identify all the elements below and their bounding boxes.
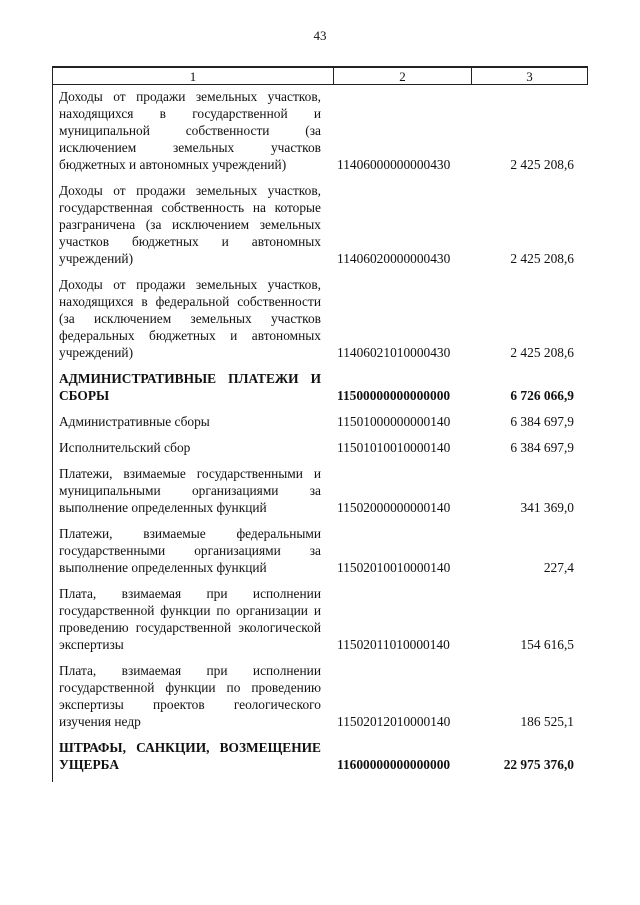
table-row — [53, 439, 588, 465]
row-name: Плата, взимаемая при исполнении государственной функции по проведению экспертизы проектов геологического изучения недр — [59, 663, 321, 729]
row-amount: 6 384 697,9 — [510, 440, 574, 455]
column-header-1: 1 — [53, 68, 334, 84]
row-code: 11500000000000000 — [337, 388, 451, 403]
row-amount: 227,4 — [543, 560, 574, 575]
table-row — [53, 276, 588, 370]
row-code: 11502010010000140 — [337, 560, 451, 575]
row-code: 11406020000000430 — [337, 251, 451, 266]
table-header — [52, 66, 588, 85]
table-row — [53, 525, 588, 585]
row-code: 11600000000000000 — [337, 757, 451, 772]
table-row — [53, 585, 588, 662]
row-amount: 186 525,1 — [520, 714, 574, 729]
row-amount: 341 369,0 — [520, 500, 574, 515]
column-header-3: 3 — [526, 69, 533, 84]
row-name: Доходы от продажи земельных участков, находящихся в федеральной собственности (за исключением земельных участков федеральных бюджетных и автономных учреждений) — [59, 277, 321, 360]
row-name: Исполнительский сбор — [59, 440, 191, 455]
row-name: Доходы от продажи земельных участков, находящихся в государственной и муниципальной собственности (за исключением земельных участков бюджетных и автономных учреждений) — [59, 89, 321, 172]
row-amount: 2 425 208,6 — [510, 345, 574, 360]
table-row — [53, 465, 588, 525]
row-code: 11501010010000140 — [337, 440, 451, 455]
row-code: 11406000000000430 — [337, 157, 451, 172]
table-body — [52, 85, 588, 782]
row-name: Доходы от продажи земельных участков, государственная собственность на которые разграничена (за исключением земельных участков бюджетных и автономных учреждений) — [59, 183, 321, 266]
table-row — [53, 739, 588, 782]
column-header-2: 2 — [334, 68, 472, 84]
row-name: Платежи, взимаемые государственными и муниципальными организациями за выполнение определенных функций — [59, 466, 321, 515]
row-name: ШТРАФЫ, САНКЦИИ, ВОЗМЕЩЕНИЕ УЩЕРБА — [59, 740, 321, 772]
row-code: 11502011010000140 — [337, 637, 450, 652]
row-amount: 2 425 208,6 — [510, 251, 574, 266]
budget-table — [52, 66, 588, 782]
page-number: 43 — [313, 28, 327, 43]
table-row — [53, 85, 588, 182]
row-code: 11502000000000140 — [337, 500, 451, 515]
table-row — [53, 182, 588, 276]
row-name: Административные сборы — [59, 414, 210, 429]
row-amount: 6 726 066,9 — [510, 388, 574, 403]
row-amount: 22 975 376,0 — [503, 757, 574, 772]
row-code: 11502012010000140 — [337, 714, 451, 729]
table-row — [53, 662, 588, 739]
row-code: 11501000000000140 — [337, 414, 451, 429]
row-name: Плата, взимаемая при исполнении государственной функции по организации и проведению государственной экологической экспертизы — [59, 586, 321, 652]
row-name: АДМИНИСТРАТИВНЫЕ ПЛАТЕЖИ И СБОРЫ — [59, 371, 321, 403]
row-amount: 154 616,5 — [520, 637, 574, 652]
table-row — [53, 370, 588, 413]
row-name: Платежи, взимаемые федеральными государственными организациями за выполнение определенных функций — [59, 526, 321, 575]
row-amount: 6 384 697,9 — [510, 414, 574, 429]
row-code: 11406021010000430 — [337, 345, 451, 360]
row-amount: 2 425 208,6 — [510, 157, 574, 172]
table-row — [53, 413, 588, 439]
